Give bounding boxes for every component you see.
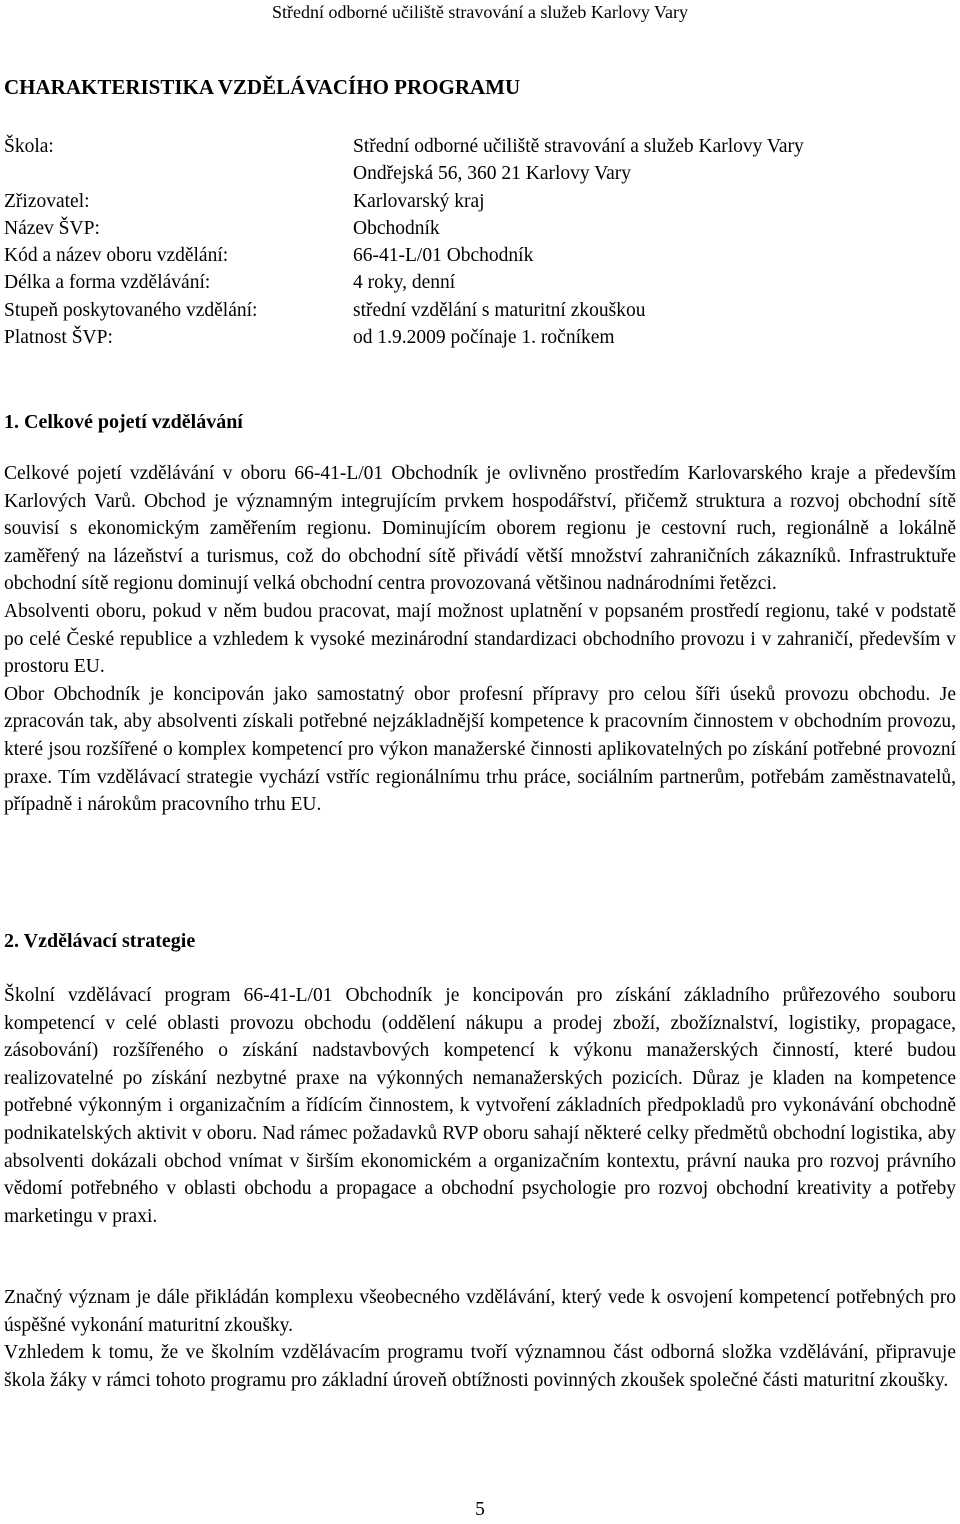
section-2-body-continued xyxy=(4,1284,956,1394)
section-1-paragraph-1: Celkové pojetí vzdělávání v oboru 66-41-L/01 Obchodník je ovlivněno prostředím Karlovarského kraje a především Karlových Varů. Obchod je významným integrujícím prvkem hospodářství, přičemž struktura a rozvoj obchodní sítě souvisí s ekonomickým zaměřením regionu. Dominujícím oborem regionu je cestovní ruch, regionálně a lokálně zaměřený na lázeňství a turismus, což do obchodní sítě přivádí větší množství zahraničních zákazníků. Infrastruktuře obchodní sítě regionu dominují velká obchodní centra provozovaná většinou nadnárodními řetězci. xyxy=(4,463,956,595)
svp-name-label: Název ŠVP: xyxy=(4,217,100,239)
school-name: Střední odborné učiliště stravování a služeb Karlovy Vary xyxy=(353,136,804,157)
level-label: Stupeň poskytovaného vzdělání: xyxy=(4,299,258,321)
section-1-body xyxy=(4,460,956,819)
svp-name-value: Obchodník xyxy=(353,217,440,239)
founder-value: Karlovarský kraj xyxy=(353,190,485,212)
page-number: 5 xyxy=(475,1499,485,1520)
length-label: Délka a forma vzdělávání: xyxy=(4,272,211,294)
section-1-paragraph-3: Obor Obchodník je koncipován jako samostatný obor profesní přípravy pro celou šíři úseků provozu obchodu. Je zpracován tak, aby absolventi získali potřebné nejzákladnější kompetence k pracovním činnostem v obchodním provozu, které jsou rozšířené o komplex kompetencí pro výkon manažerské činnosti aplikovatelných po získání potřebné provozní praxe. Tím vzdělávací strategie vychází vstříc regionálnímu trhu práce, sociálním partnerům, potřebám zaměstnavatelů, případně i nárokům pracovního trhu EU. xyxy=(4,683,956,816)
section-2-paragraph-2: Značný význam je dále přikládán komplexu všeobecného vzdělávání, který vede k osvojení kompetencí potřebných pro úspěšné vykonání maturitní zkoušky. xyxy=(4,1287,956,1336)
level-value: střední vzdělání s maturitní zkouškou xyxy=(353,299,646,321)
validity-label: Platnost ŠVP: xyxy=(4,327,113,349)
section-1-paragraph-2: Absolventi oboru, pokud v něm budou pracovat, mají možnost uplatnění v popsaném prostředí regionu, také v podstatě po celé České republice a vzhledem k vysoké mezinárodní standardizaci obchodního provozu i v zahraničí, především v prostoru EU. xyxy=(4,600,956,678)
founder-label: Zřizovatel: xyxy=(4,190,90,212)
running-header: Střední odborné učiliště stravování a služeb Karlovy Vary xyxy=(271,2,689,22)
section-2-body xyxy=(4,982,956,1230)
section-2-paragraph-3: Vzhledem k tomu, že ve školním vzdělávacím programu tvoří významnou část odborná složka vzdělávání, připravuje škola žáky v rámci tohoto programu pro základní úroveň obtížnosti povinných zkoušek společné části maturitní zkoušky. xyxy=(4,1342,956,1391)
section-2-paragraph-1: Školní vzdělávací program 66-41-L/01 Obchodník je koncipován pro získání základního průřezového souboru kompetencí v celé oblasti provozu obchodu (oddělení nákupu a prodej zboží, zbožíznalství, logistiky, propagace, zásobování) rozšířeného o získání nadstavbových kompetencí k výkonu manažerských činností, které budou realizovatelné po získání nezbytné praxe na výkonných nemanažerských pozicích. Důraz je kladen na kompetence potřebné výkonným i organizačním a řídícím činnostem, k vytvoření základních předpokladů pro vykonávání obchodně podnikatelských aktivit v oboru. Nad rámec požadavků RVP oboru sahají některé celky předmětů obchodní logistika, aby absolventi dokázali obchod vnímat v širším ekonomickém a organizačním kontextu, právní nauka pro rozvoj právního vědomí potřebného v oblasti obchodu a propagace a obchodní psychologie pro rozvoj obchodní kreativity a potřeby marketingu v praxi. xyxy=(4,985,956,1227)
length-value: 4 roky, denní xyxy=(353,272,456,294)
field-code-label: Kód a název oboru vzdělání: xyxy=(4,245,229,267)
section-2-heading: 2. Vzdělávací strategie xyxy=(4,930,196,952)
school-label: Škola: xyxy=(4,136,54,157)
section-1-heading: 1. Celkové pojetí vzdělávání xyxy=(4,411,243,433)
document-title: CHARAKTERISTIKA VZDĚLÁVACÍHO PROGRAMU xyxy=(4,75,521,99)
school-address: Ondřejská 56, 360 21 Karlovy Vary xyxy=(353,163,632,185)
validity-value: od 1.9.2009 počínaje 1. ročníkem xyxy=(353,327,615,349)
field-code-value: 66-41-L/01 Obchodník xyxy=(353,245,534,267)
